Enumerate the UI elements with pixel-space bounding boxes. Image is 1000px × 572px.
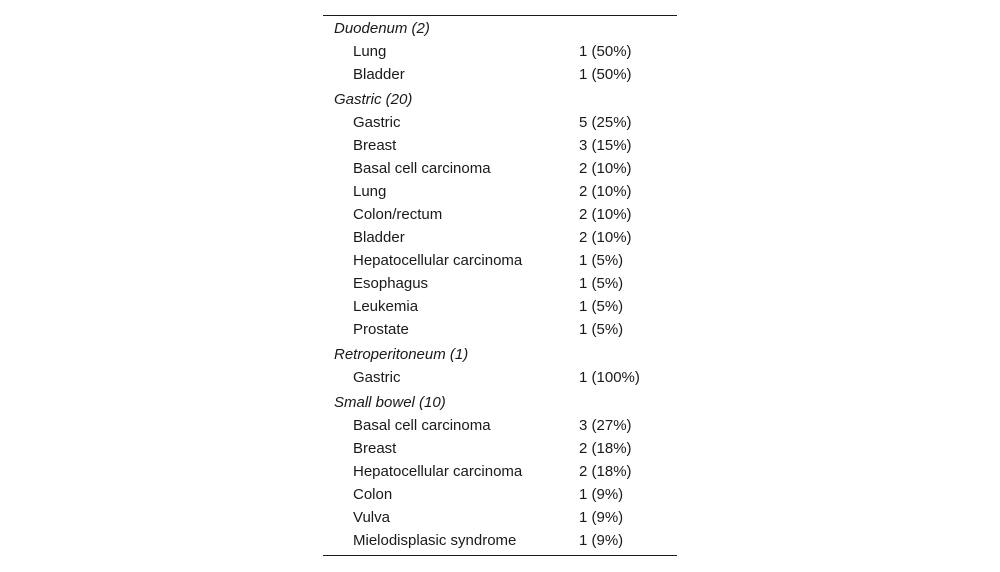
row-value: 2 (10%) xyxy=(579,206,632,223)
table-row xyxy=(323,203,677,226)
table-row xyxy=(323,249,677,272)
table-row xyxy=(323,483,677,506)
row-label: Bladder xyxy=(353,229,405,246)
row-value: 1 (9%) xyxy=(579,486,624,503)
row-label: Esophagus xyxy=(353,275,429,292)
table-row xyxy=(323,295,677,318)
group-header-small-bowel: Small bowel (10) xyxy=(334,394,446,411)
row-value: 2 (18%) xyxy=(579,440,632,457)
table-row xyxy=(323,414,677,437)
table-row xyxy=(323,318,677,341)
row-value: 1 (5%) xyxy=(579,321,624,338)
row-value: 2 (18%) xyxy=(579,463,632,480)
table-row xyxy=(323,272,677,295)
row-value: 3 (15%) xyxy=(579,137,632,154)
group-header-gastric: Gastric (20) xyxy=(334,91,413,108)
row-value: 5 (25%) xyxy=(579,114,632,131)
table-row xyxy=(323,180,677,203)
row-value: 1 (50%) xyxy=(579,66,632,83)
row-label: Lung xyxy=(353,183,387,200)
table-row xyxy=(323,460,677,483)
row-value: 1 (5%) xyxy=(579,298,624,315)
row-label: Hepatocellular carcinoma xyxy=(353,252,523,269)
table-row xyxy=(323,111,677,134)
row-label: Bladder xyxy=(353,66,405,83)
row-label: Vulva xyxy=(353,509,390,526)
row-label: Breast xyxy=(353,137,397,154)
row-label: Mielodisplasic syndrome xyxy=(353,532,517,549)
row-label: Lung xyxy=(353,43,387,60)
row-label: Basal cell carcinoma xyxy=(353,160,491,177)
row-label: Basal cell carcinoma xyxy=(353,417,491,434)
row-label: Gastric xyxy=(353,369,401,386)
table-row xyxy=(323,63,677,86)
row-value: 2 (10%) xyxy=(579,183,632,200)
table-row xyxy=(323,437,677,460)
table-row xyxy=(323,529,677,552)
row-value: 2 (10%) xyxy=(579,160,632,177)
row-label: Prostate xyxy=(353,321,409,338)
table-row xyxy=(323,40,677,63)
row-value: 2 (10%) xyxy=(579,229,632,246)
row-label: Breast xyxy=(353,440,397,457)
table-row xyxy=(323,226,677,249)
row-label: Hepatocellular carcinoma xyxy=(353,463,523,480)
row-value: 1 (50%) xyxy=(579,43,632,60)
row-value: 1 (9%) xyxy=(579,532,624,549)
table-row xyxy=(323,134,677,157)
row-label: Colon/rectum xyxy=(353,206,443,223)
row-label: Gastric xyxy=(353,114,401,131)
table-row xyxy=(323,366,677,389)
row-value: 1 (5%) xyxy=(579,275,624,292)
row-label: Leukemia xyxy=(353,298,419,315)
row-value: 3 (27%) xyxy=(579,417,632,434)
table-row xyxy=(323,157,677,180)
data-table xyxy=(323,15,677,556)
row-value: 1 (100%) xyxy=(579,369,640,386)
table-row xyxy=(323,506,677,529)
group-header-duodenum: Duodenum (2) xyxy=(334,20,430,37)
row-value: 1 (9%) xyxy=(579,509,624,526)
row-label: Colon xyxy=(353,486,393,503)
row-value: 1 (5%) xyxy=(579,252,624,269)
group-header-retroperitoneum: Retroperitoneum (1) xyxy=(334,346,469,363)
